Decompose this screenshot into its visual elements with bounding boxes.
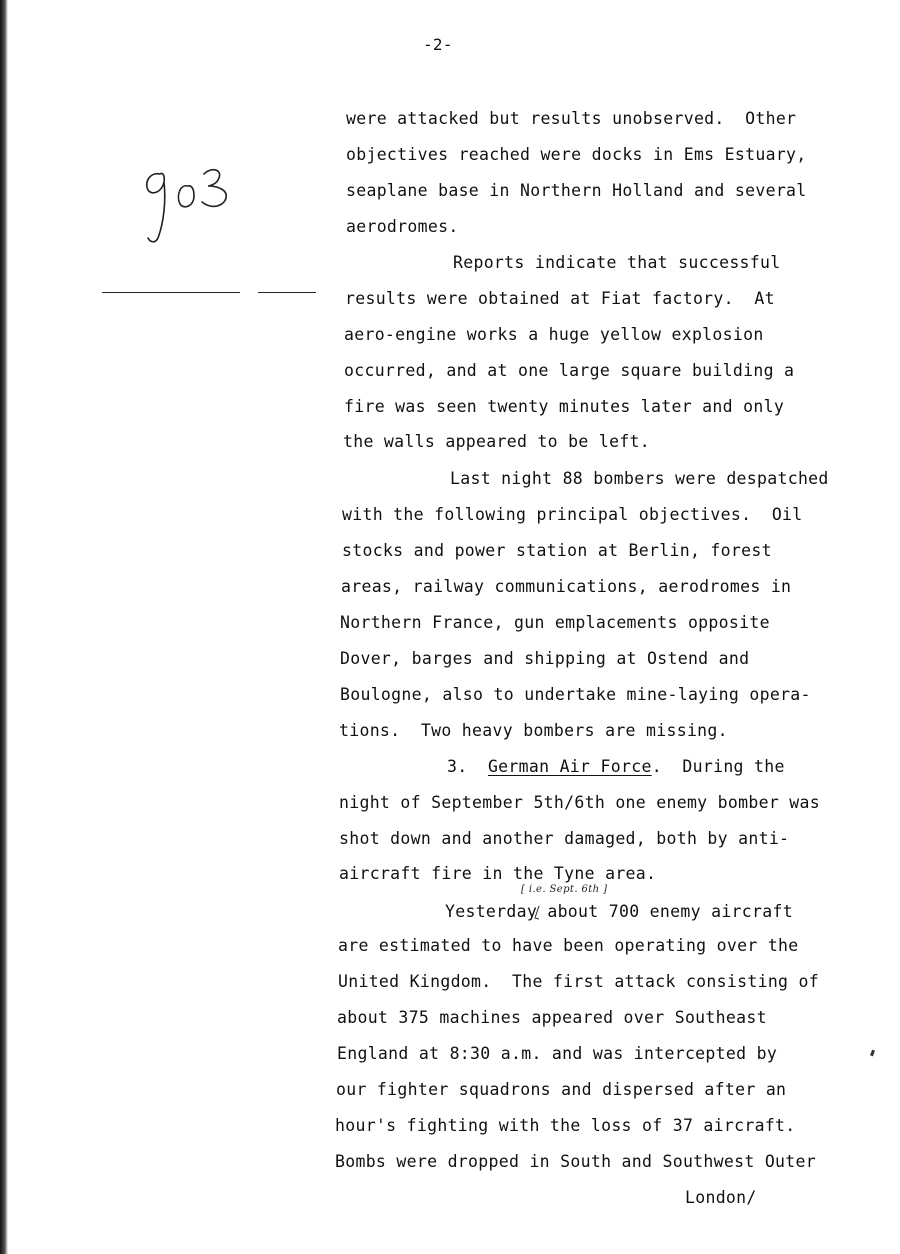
text-line: Reports indicate that successful xyxy=(453,253,781,272)
text-line: were attacked but results unobserved. Other xyxy=(346,109,797,128)
scan-edge xyxy=(0,0,8,1254)
text-line: United Kingdom. The first attack consisting of xyxy=(338,972,819,991)
text-line: objectives reached were docks in Ems Estuary, xyxy=(346,145,807,164)
text-line: aircraft fire in the Tyne area. xyxy=(339,864,657,883)
text-line: shot down and another damaged, both by anti- xyxy=(339,829,790,848)
text-line: seaplane base in Northern Holland and several xyxy=(346,181,807,200)
margin-rule xyxy=(258,292,316,293)
text-line: are estimated to have been operating over the xyxy=(338,936,799,955)
text-line: tions. Two heavy bombers are missing. xyxy=(339,721,728,740)
text-line: areas, railway communications, aerodromes in xyxy=(341,577,792,596)
text-line: about 375 machines appeared over Southeast xyxy=(337,1008,767,1027)
text-line: Boulogne, also to undertake mine-laying opera- xyxy=(340,685,811,704)
text-line: Last night 88 bombers were despatched xyxy=(450,469,829,488)
text-line: results were obtained at Fiat factory. At xyxy=(345,289,775,308)
handwritten-margin-number xyxy=(138,160,238,250)
text-line: Yesterday about 700 enemy aircraft xyxy=(445,902,793,921)
text-line: hour's fighting with the loss of 37 aircraft. xyxy=(335,1116,796,1135)
stray-mark xyxy=(870,1050,875,1057)
text-line: fire was seen twenty minutes later and only xyxy=(344,397,785,416)
margin-rule xyxy=(102,292,240,293)
text-line: aero-engine works a huge yellow explosion xyxy=(344,325,764,344)
catchword: London/ xyxy=(685,1188,757,1207)
text-line: night of September 5th/6th one enemy bomber was xyxy=(339,793,820,812)
text-line: England at 8:30 a.m. and was intercepted by xyxy=(337,1044,778,1063)
text-line: the walls appeared to be left. xyxy=(343,432,651,451)
text-line: our fighter squadrons and dispersed after an xyxy=(336,1080,787,1099)
text-line: Northern France, gun emplacements opposite xyxy=(340,613,770,632)
text-line: stocks and power station at Berlin, forest xyxy=(342,541,772,560)
text-line: aerodromes. xyxy=(346,217,459,236)
page-number: -2- xyxy=(423,35,453,54)
section-heading: German Air Force xyxy=(487,757,652,776)
text-line: occurred, and at one large square building a xyxy=(344,361,795,380)
text-line: with the following principal objectives. Oil xyxy=(342,505,803,524)
section-heading-line xyxy=(447,759,785,776)
section-number: 3. xyxy=(447,757,488,776)
text-line: Dover, barges and shipping at Ostend and xyxy=(340,649,750,668)
handwritten-insertion-note: [ i.e. Sept. 6th ] xyxy=(521,884,608,895)
section-heading-continuation: . During the xyxy=(651,757,785,776)
text-line: Bombs were dropped in South and Southwest Outer xyxy=(335,1152,816,1171)
